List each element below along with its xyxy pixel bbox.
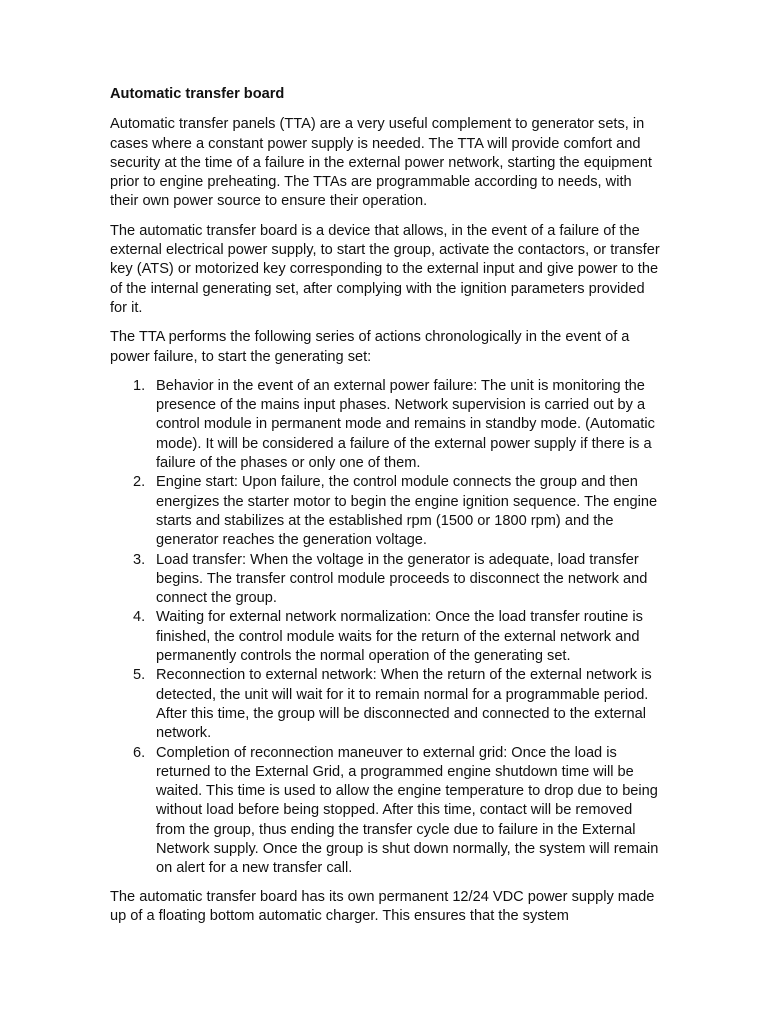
closing-paragraph: The automatic transfer board has its own permanent 12/24 VDC power supply made up of a floating bottom automatic charger. This ensures that the system — [110, 888, 655, 924]
action-steps-list — [110, 377, 660, 879]
intro-paragraph: Automatic transfer panels (TTA) are a very useful complement to generator sets, in cases where a constant power supply is needed. The TTA will provide comfort and security at the time of a failure in the external power network, starting the equipment prior to engine preheating. The TTAs are programmable according to needs, with their own power source to ensure their operation. — [110, 116, 652, 210]
sequence-intro-paragraph: The TTA performs the following series of actions chronologically in the event of a power failure, to start the generating set: — [110, 329, 630, 365]
list-item-text: Load transfer: When the voltage in the generator is adequate, load transfer begins. The transfer control module proceeds to disconnect the network and connect the group. — [156, 551, 648, 607]
list-item-number: 3. — [133, 551, 146, 568]
list-item — [110, 608, 660, 666]
list-item-text: Reconnection to external network: When the return of the external network is detected, the unit will wait for it to remain normal for a programmable period. After this time, the group will be disconnected and connected to the external network. — [156, 667, 652, 742]
list-item-text: Waiting for external network normalization: Once the load transfer routine is finished, the control module waits for the return of the external network and permanently controls the normal operation of the generating set. — [156, 609, 643, 665]
list-item — [110, 377, 660, 473]
list-item-text: Engine start: Upon failure, the control module connects the group and then energizes the starter motor to begin the engine ignition sequence. The engine starts and stabilizes at the established rpm (1500 or 1800 rpm) and the generator reaches the generation voltage. — [156, 474, 658, 549]
list-item-number: 2. — [133, 474, 146, 491]
list-item-number: 1. — [133, 377, 146, 394]
list-item-number: 4. — [133, 609, 146, 626]
list-item — [110, 473, 660, 550]
list-item — [110, 551, 660, 609]
definition-paragraph: The automatic transfer board is a device that allows, in the event of a failure of the external electrical power supply, to start the group, activate the contactors, or transfer key (ATS) or motorized key corresponding to the external input and give power to the of the internal generating set, after complying with the ignition parameters provided for it. — [110, 222, 660, 316]
list-item-number: 5. — [133, 667, 146, 684]
list-item-number: 6. — [133, 744, 146, 761]
list-item-text: Behavior in the event of an external power failure: The unit is monitoring the presence of the mains input phases. Network supervision is carried out by a control module in permanent mode and remains in standby mode. (Automatic mode). It will be considered a failure of the external power supply if there is a failure of the phases or only one of them. — [156, 377, 655, 472]
document-title: Automatic transfer board — [110, 86, 285, 102]
list-item-text: Completion of reconnection maneuver to external grid: Once the load is returned to the External Grid, a programmed engine shutdown time will be waited. This time is used to allow the engine temperature to drop due to being without load before being stopped. After this time, contact will be removed from the group, thus ending the transfer cycle due to failure in the External Network supply. Once the group is shut down normally, the system will remain on alert for a new transfer call. — [156, 744, 659, 877]
list-item — [110, 744, 660, 879]
list-item — [110, 666, 660, 743]
document-page — [110, 85, 660, 936]
